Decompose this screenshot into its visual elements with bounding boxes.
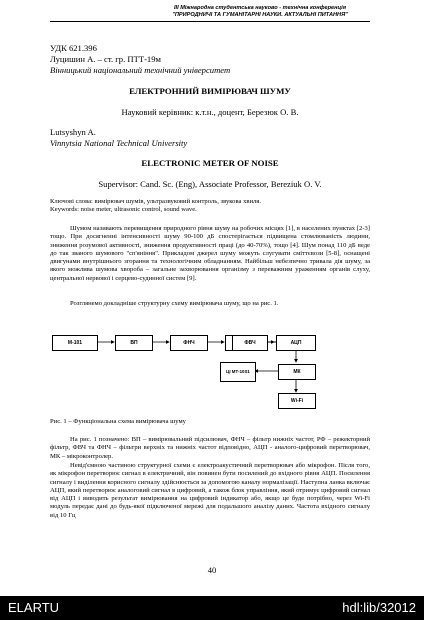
udc-code: УДК 621.396: [50, 43, 97, 53]
title-ua: ЕЛЕКТРОННИЙ ВИМІРЮВАЧ ШУМУ: [129, 86, 291, 96]
conference-header-line1: III Міжнародна студентська науково - технічна конференція: [173, 5, 347, 11]
keywords-ua: Ключові слова: вимірювач шумів, ультразвуковий контроль, звукова хвиля.: [50, 198, 261, 205]
block-adc: АЦП: [276, 335, 316, 351]
conference-header-line2: "ПРИРОДНИЧІ ТА ГУМАНІТАРНІ НАУКИ. АКТУАЛЬНІ ПИТАННЯ": [172, 12, 348, 18]
keywords-en: Keywords: noise meter, ultrasonic control, sound wave.: [50, 206, 197, 213]
block-highpass-filter: ФВЧ: [232, 335, 268, 351]
paragraph-intro: Шумом називають перевищення природного рівня шуму на робочих місцях [1], в населених пунктах [2-3] тощо. При досягненні інтенсивності шуму 90-100 дБ спостерігається підвищена стомлюваність людини, зниження розумової активності, зниження продуктивності праці (до 40-70%), тощо [4]. Шум понад 110 дБ веде до так званого шумового "сп'яніння". Прикладом джерел шуму можуть слугувати сміттєвози [5-8], оснащені двигунами внутрішнього згорання та технологічним обладнанням. Найбільш небезпечно тривала дія шуму, за якого можлива шумова хвороба – загальне захворювання організму з переважним ураженням органів слуху, центральної нервової і серцево-судинної систем [9].: [50, 225, 370, 282]
repository-name: ELARTU: [8, 600, 60, 615]
block-microcontroller: МК: [278, 364, 316, 380]
page-number: 40: [207, 565, 217, 575]
supervisor-ua: Науковий керівник: к.т.н., доцент, Березюк О. В.: [121, 107, 299, 117]
block-wifi-module: Wi-Fi: [278, 393, 316, 409]
paragraph-legend: На рис. 1 позначено: ВП – вимірювальний підсилювач, ФНЧ – фільтр нижніх частот, РФ – режекторний фільтр, ФВЧ та ФНЧ – фільтри верхніх та нижніх частот відповідно, АЦП - аналого-цифровий перетворювач, МК – мікроконтролер.: [50, 436, 370, 460]
block-digital-indicator: ЦІ МТ-10S1: [220, 362, 256, 382]
handle-identifier: hdl:lib/32012: [342, 600, 416, 615]
figure-caption: Рис. 1 – Функціональна схема вимірювача шуму: [50, 418, 186, 425]
block-microphone: М-101: [52, 335, 98, 351]
block-lowpass-filter: ФНЧ: [170, 335, 208, 351]
diagram-connectors: [50, 320, 370, 410]
author-ua: Луцишин А. – ст. гр. ПТТ-19м: [50, 54, 161, 64]
block-amplifier: ВП: [115, 335, 153, 351]
viewer-footer-bar: [0, 596, 424, 620]
header-rule: [50, 21, 370, 22]
author-en: Lutsyshyn A.: [50, 127, 96, 137]
functional-diagram: [50, 320, 370, 410]
title-en: ELECTRONIC METER OF NOISE: [141, 158, 279, 168]
affiliation-en: Vinnytsia National Technical University: [50, 138, 188, 148]
supervisor-en: Supervisor: Cand. Sc. (Eng), Associate Professor, Bereziuk O. V.: [98, 179, 322, 189]
affiliation-ua: Вінницький національний технічний університет: [50, 65, 231, 75]
paragraph-figure-ref: Розглянемо докладніше структурну схему вимірювача шуму, що на рис. 1.: [70, 300, 279, 307]
paragraph-description: Невід'ємною частиною структурної схеми є електроакустичний перетворювач або мікрофон. Після того, як мікрофон перетворює сигнал в електричний, він повинен бути посилений до вхідного рівня АЦП. Посилення сигналу і виділення корисного сигналу здійснюється за допомогою каналу нормалізації. Наступна ланка включає АЦП, який перетворює аналоговий сигнал в цифровий, а також блок управління, який отримує цифровий сигнал від АЦП і виводить результат вимірювання на цифровий індикатор або, якщо це буде потрібно, через Wi-Fi модуль передає дані до будь-якої підключеної мережі для подальшого аналізу даних. Частота вхідного сигналу від 10 Гц: [50, 462, 370, 519]
